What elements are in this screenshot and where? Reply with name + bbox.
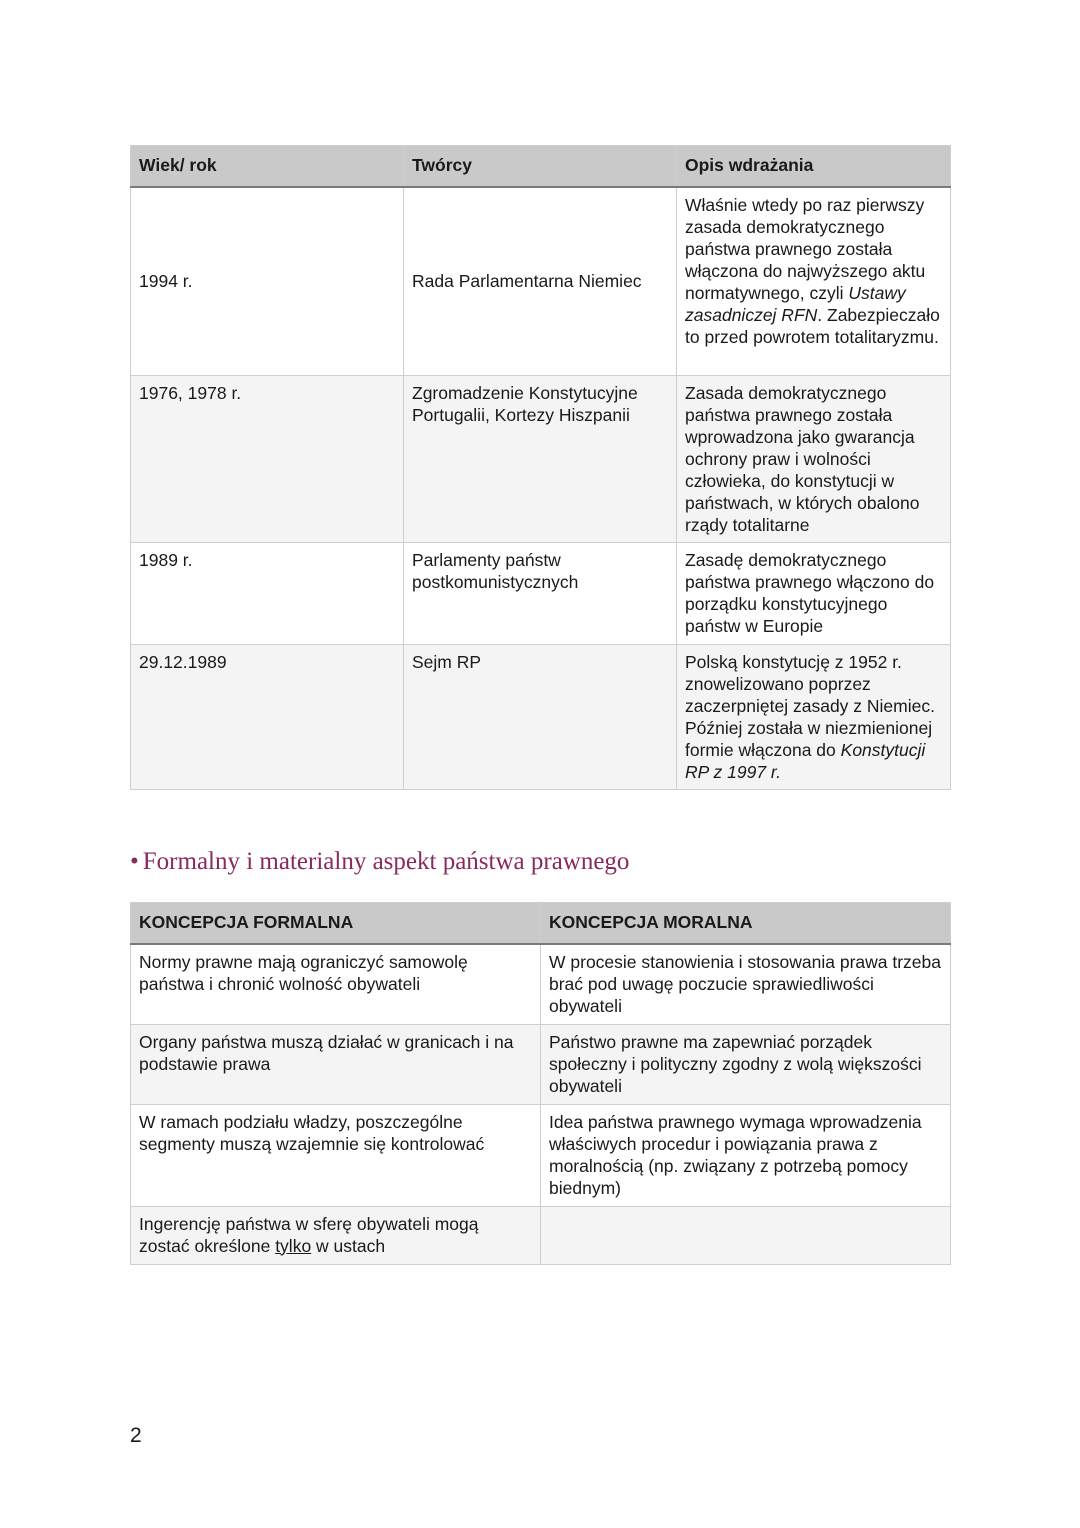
header-creators: Twórcy [404, 146, 677, 188]
header-formal: KONCEPCJA FORMALNA [131, 903, 541, 945]
cell-creators: Zgromadzenie Konstytucyjne Portugalii, Kortezy Hiszpanii [404, 375, 677, 542]
page-number: 2 [130, 1424, 142, 1447]
header-year: Wiek/ rok [131, 146, 404, 188]
italic-act-name: Ustawy zasadniczej RFN [685, 283, 906, 325]
italic-constitution-name: Konstytucji RP z 1997 r. [685, 739, 926, 782]
table-row [131, 944, 951, 1024]
history-table [130, 145, 951, 790]
table-row [131, 644, 951, 789]
cell-description: Zasada demokratycznego państwa prawnego została wprowadzona jako gwarancja ochrony praw i wolności człowieka, do konstytucji w państwach, w których obalono rządy totalitarne [677, 375, 951, 542]
cell-formal: W ramach podziału władzy, poszczególne segmenty muszą wzajemnie się kontrolować [131, 1104, 541, 1206]
cell-creators: Parlamenty państw postkomunistycznych [404, 542, 677, 644]
cell-moral: Państwo prawne ma zapewniać porządek społeczny i polityczny zgodny z wolą większości obywateli [541, 1024, 951, 1104]
cell-year: 29.12.1989 [131, 644, 404, 789]
table-header-row [131, 146, 951, 188]
table-row [131, 187, 951, 375]
table-row [131, 1024, 951, 1104]
cell-description: Zasadę demokratycznego państwa prawnego włączono do porządku konstytucyjnego państw w Europie [677, 542, 951, 644]
table-row [131, 1104, 951, 1206]
bullet-icon: • [130, 848, 139, 875]
cell-year: 1976, 1978 r. [131, 375, 404, 542]
table-row [131, 375, 951, 542]
cell-creators: Rada Parlamentarna Niemiec [404, 187, 677, 375]
cell-moral: Idea państwa prawnego wymaga wprowadzenia właściwych procedur i powiązania prawa z moralnością (np. związany z potrzebą pomocy biednym) [541, 1104, 951, 1206]
cell-year: 1989 r. [131, 542, 404, 644]
cell-moral [541, 1206, 951, 1264]
table-header-row [131, 903, 951, 945]
cell-description: Właśnie wtedy po raz pierwszy zasada demokratycznego państwa prawnego została włączona do najwyższego aktu normatywnego, czyli Ustawy zasadniczej RFN. Zabezpieczało to przed powrotem totalitaryzmu. [677, 187, 951, 375]
table-row [131, 1206, 951, 1264]
section-title: Formalny i materialny aspekt państwa prawnego [142, 848, 630, 875]
header-moral: KONCEPCJA MORALNA [541, 903, 951, 945]
cell-moral: W procesie stanowienia i stosowania prawa trzeba brać pod uwagę poczucie sprawiedliwości obywateli [541, 944, 951, 1024]
cell-formal: Normy prawne mają ograniczyć samowolę państwa i chronić wolność obywateli [131, 944, 541, 1024]
table-row [131, 542, 951, 644]
cell-creators: Sejm RP [404, 644, 677, 789]
section-heading [130, 848, 629, 876]
underlined-word: tylko [275, 1235, 312, 1256]
concepts-table [130, 902, 951, 1265]
header-description: Opis wdrażania [677, 146, 951, 188]
cell-year: 1994 r. [131, 187, 404, 375]
cell-formal: Ingerencję państwa w sferę obywateli mogą zostać określone tylko w ustach [131, 1206, 541, 1264]
cell-description: Polską konstytucję z 1952 r. znowelizowano poprzez zaczerpniętej zasady z Niemiec. Później została w niezmienionej formie włączona do Konstytucji RP z 1997 r. [677, 644, 951, 789]
cell-formal: Organy państwa muszą działać w granicach i na podstawie prawa [131, 1024, 541, 1104]
